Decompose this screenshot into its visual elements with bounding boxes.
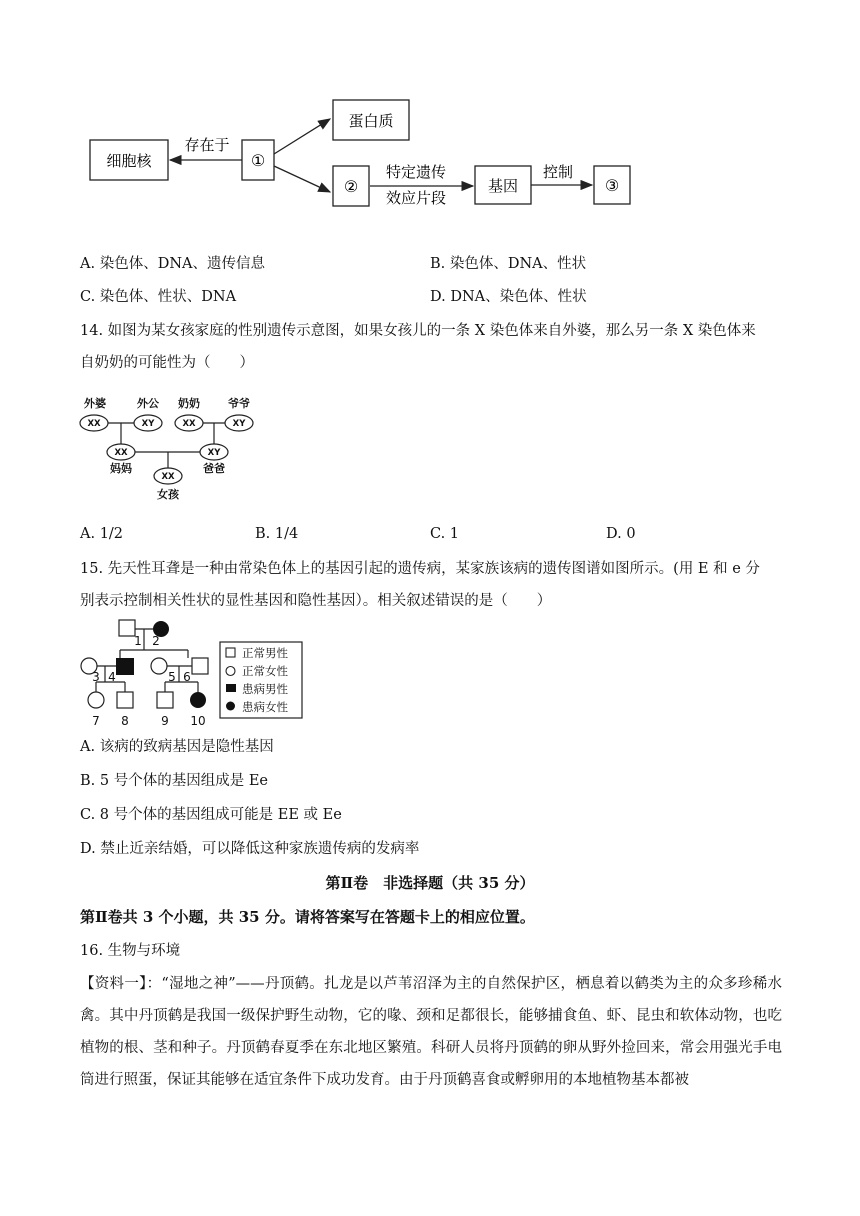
pedigree-number-3: 3 <box>92 670 100 684</box>
q14-stem-line2: 自奶奶的可能性为（ ） <box>80 355 254 371</box>
legend-normal-female-label: 正常女性 <box>242 664 288 678</box>
legend-affected-male-label: 患病男性 <box>242 682 288 696</box>
label-grandma-maternal: 外婆 <box>84 397 106 410</box>
legend-normal-male-label: 正常男性 <box>242 646 288 660</box>
nucleus-label: 细胞核 <box>106 152 152 170</box>
pedigree-individual-5 <box>151 658 167 674</box>
label-grandpa-maternal: 外公 <box>137 397 159 410</box>
pedigree-chart <box>76 614 310 730</box>
q13-option-d: D. DNA、染色体、性状 <box>430 289 587 305</box>
section2-title: 第Ⅱ卷 非选择题（共 35 分） <box>325 874 535 892</box>
legend-normal-female-icon <box>226 667 235 676</box>
exists-in-label: 存在于 <box>184 136 230 154</box>
genotype-grandma-maternal: XX <box>87 419 101 429</box>
q15-stem-line1: 15. 先天性耳聋是一种由常染色体上的基因引起的遗传病，某家族该病的遗传图谱如图所示。(用 E 和 e 分 <box>80 561 760 577</box>
q15-option-c: C. 8 号个体的基因组成可能是 EE 或 Ee <box>80 807 342 823</box>
pedigree-number-8: 8 <box>121 714 129 728</box>
pedigree-number-1: 1 <box>134 634 142 648</box>
pedigree-number-2: 2 <box>152 634 160 648</box>
q15-option-a: A. 该病的致病基因是隐性基因 <box>80 739 274 755</box>
pedigree-individual-8 <box>117 692 133 708</box>
pedigree-individual-7 <box>88 692 104 708</box>
pedigree-number-10: 10 <box>190 714 206 728</box>
circle2-label: ② <box>343 177 359 196</box>
pedigree-individual-1 <box>119 620 135 636</box>
genotype-father: XY <box>207 448 221 458</box>
q16-title: 16. 生物与环境 <box>80 943 181 959</box>
pedigree-number-5: 5 <box>168 670 176 684</box>
control-label: 控制 <box>542 163 574 181</box>
label-mother: 妈妈 <box>110 462 132 475</box>
pedigree-number-7: 7 <box>92 714 100 728</box>
genotype-grandpa-maternal: XY <box>141 419 155 429</box>
q14-option-a: A. 1/2 <box>80 526 124 542</box>
label-father: 爸爸 <box>203 462 225 475</box>
label-grandma-paternal: 奶奶 <box>178 397 200 410</box>
legend-affected-female-label: 患病女性 <box>242 700 288 714</box>
label-girl: 女孩 <box>157 488 179 501</box>
q15-stem-line2: 别表示控制相关性状的显性基因和隐性基因）。相关叙述错误的是（ ） <box>80 593 552 609</box>
sex-inheritance-diagram <box>76 392 262 504</box>
genotype-mother: XX <box>114 448 128 458</box>
q14-option-b: B. 1/4 <box>255 526 299 542</box>
q14-stem-line1: 14. 如图为某女孩家庭的性别遗传示意图，如果女孩儿的一条 X 染色体来自外婆，那么另一条 X 染色体来 <box>80 323 756 339</box>
legend-affected-male-icon <box>226 684 236 692</box>
q13-option-c: C. 染色体、性状、DNA <box>80 289 237 305</box>
pedigree-individual-9 <box>157 692 173 708</box>
circle1-label: ① <box>250 151 266 170</box>
genotype-grandpa-paternal: XY <box>232 419 246 429</box>
gene-label: 基因 <box>487 177 519 195</box>
circle3-label: ③ <box>604 176 620 195</box>
q13-option-a: A. 染色体、DNA、遗传信息 <box>80 256 265 272</box>
protein-label: 蛋白质 <box>348 112 394 130</box>
pedigree-number-4: 4 <box>108 670 116 684</box>
genotype-girl: XX <box>161 472 175 482</box>
label-grandpa-paternal: 爷爷 <box>228 397 250 410</box>
concept-diagram <box>80 92 640 214</box>
q15-option-b: B. 5 号个体的基因组成是 Ee <box>80 773 268 789</box>
q15-option-d: D. 禁止近亲结婚，可以降低这种家族遗传病的发病率 <box>80 841 420 857</box>
q16-material1: 【资料一】：“湿地之神”——丹顶鹤。扎龙是以芦苇沼泽为主的自然保护区，栖息着以鹤类为主的众多珍稀水禽。其中丹顶鹤是我国一级保护野生动物，它的喙、颈和足都很长，能够捕食鱼、虾、昆虫和软体动物，也吃植物的根、茎和种子。丹顶鹤春夏季在东北地区繁殖。科研人员将丹顶鹤的卵从野外捡回来，常会用强光手电筒进行照蛋，保证其能够在适宜条件下成功发育。由于丹顶鹤喜食或孵卵用的本地植物基本都被 <box>80 976 782 1088</box>
q13-option-b: B. 染色体、DNA、性状 <box>430 256 587 272</box>
genotype-grandma-paternal: XX <box>182 419 196 429</box>
pedigree-number-9: 9 <box>161 714 169 728</box>
segment-label-line1: 特定遗传 <box>385 163 447 181</box>
pedigree-number-6: 6 <box>183 670 191 684</box>
legend-normal-male-icon <box>226 648 235 657</box>
q14-option-c: C. 1 <box>430 526 460 542</box>
q14-option-d: D. 0 <box>606 526 636 542</box>
pedigree-individual-4 <box>116 658 134 675</box>
segment-label-line2: 效应片段 <box>385 189 447 207</box>
section2-instruction: 第Ⅱ卷共 3 个小题，共 35 分。请将答案写在答题卡上的相应位置。 <box>80 908 535 926</box>
pedigree-individual-10 <box>190 692 206 708</box>
pedigree-individual-6 <box>192 658 208 674</box>
legend-affected-female-icon <box>226 702 235 711</box>
